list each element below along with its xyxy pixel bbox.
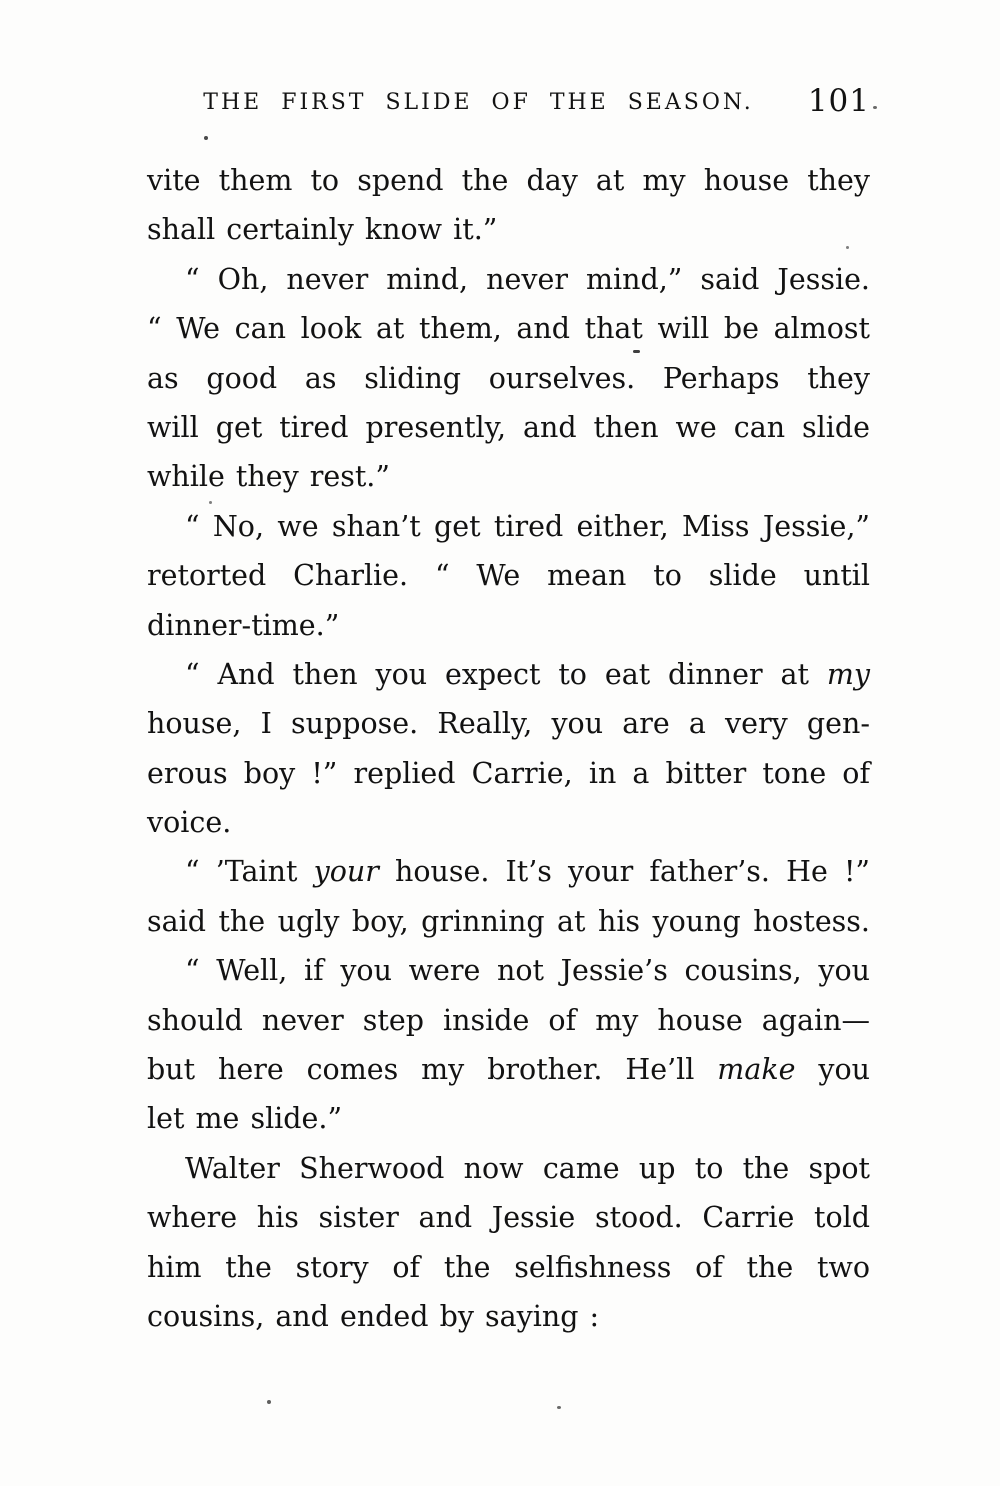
scan-speck <box>846 246 849 249</box>
paragraph <box>147 156 870 255</box>
paragraph <box>147 502 870 650</box>
page-body <box>147 156 870 1341</box>
text-line: “ ’Taint your house. It’s your father’s. He !” <box>185 855 870 889</box>
text-line: will get tired presently, and then we can slide <box>147 410 870 444</box>
text-line: house, I suppose. Really, you are a very gen- <box>147 707 870 741</box>
text-line: but here comes my brother. He’ll make you <box>147 1053 870 1087</box>
text-line: should never step inside of my house again— <box>147 1003 870 1037</box>
paragraph <box>147 1144 870 1342</box>
text-line: “ No, we shan’t get tired either, Miss Jessie,” <box>185 509 870 543</box>
text-line: him the story of the selfishness of the two <box>147 1250 870 1284</box>
text-line: dinner-time.” <box>147 608 340 642</box>
text-line: where his sister and Jessie stood. Carrie told <box>147 1201 870 1235</box>
text-line: “ Oh, never mind, never mind,” said Jessie. <box>185 262 870 296</box>
text-line: Walter Sherwood now came up to the spot <box>185 1151 870 1185</box>
text-line: as good as sliding ourselves. Perhaps they <box>147 361 870 395</box>
text-line: while they rest.” <box>147 460 390 494</box>
text-line: “ And then you expect to eat dinner at my <box>185 657 870 691</box>
text-line: cousins, and ended by saying : <box>147 1299 600 1333</box>
scan-speck <box>209 501 212 504</box>
page-header <box>147 83 870 130</box>
scan-speck <box>267 1400 271 1404</box>
scan-speck <box>557 1406 561 1409</box>
italic-word: your <box>313 855 379 889</box>
paragraph <box>147 847 870 946</box>
italic-word: my <box>826 657 870 691</box>
text-line: retorted Charlie. “ We mean to slide until <box>147 559 870 593</box>
page-number: 101 <box>807 83 870 119</box>
text-line: vite them to spend the day at my house they <box>147 164 870 197</box>
paragraph <box>147 946 870 1144</box>
italic-word: make <box>717 1053 796 1087</box>
text-line: let me slide.” <box>147 1102 343 1136</box>
text-line: voice. <box>147 806 232 840</box>
scan-speck <box>204 136 208 140</box>
paragraph <box>147 255 870 502</box>
text-line: said the ugly boy, grinning at his young hostess. <box>147 904 870 938</box>
text-line: “ Well, if you were not Jessie’s cousins, you <box>185 954 870 988</box>
scan-speck <box>633 350 640 353</box>
text-line: “ We can look at them, and that will be almost <box>147 312 870 346</box>
text-line: shall certainly know it.” <box>147 213 498 247</box>
text-line: erous boy !” replied Carrie, in a bitter tone of <box>147 756 870 790</box>
running-title: THE FIRST SLIDE OF THE SEASON. <box>203 90 754 115</box>
paragraph <box>147 650 870 848</box>
scan-speck <box>873 106 877 109</box>
